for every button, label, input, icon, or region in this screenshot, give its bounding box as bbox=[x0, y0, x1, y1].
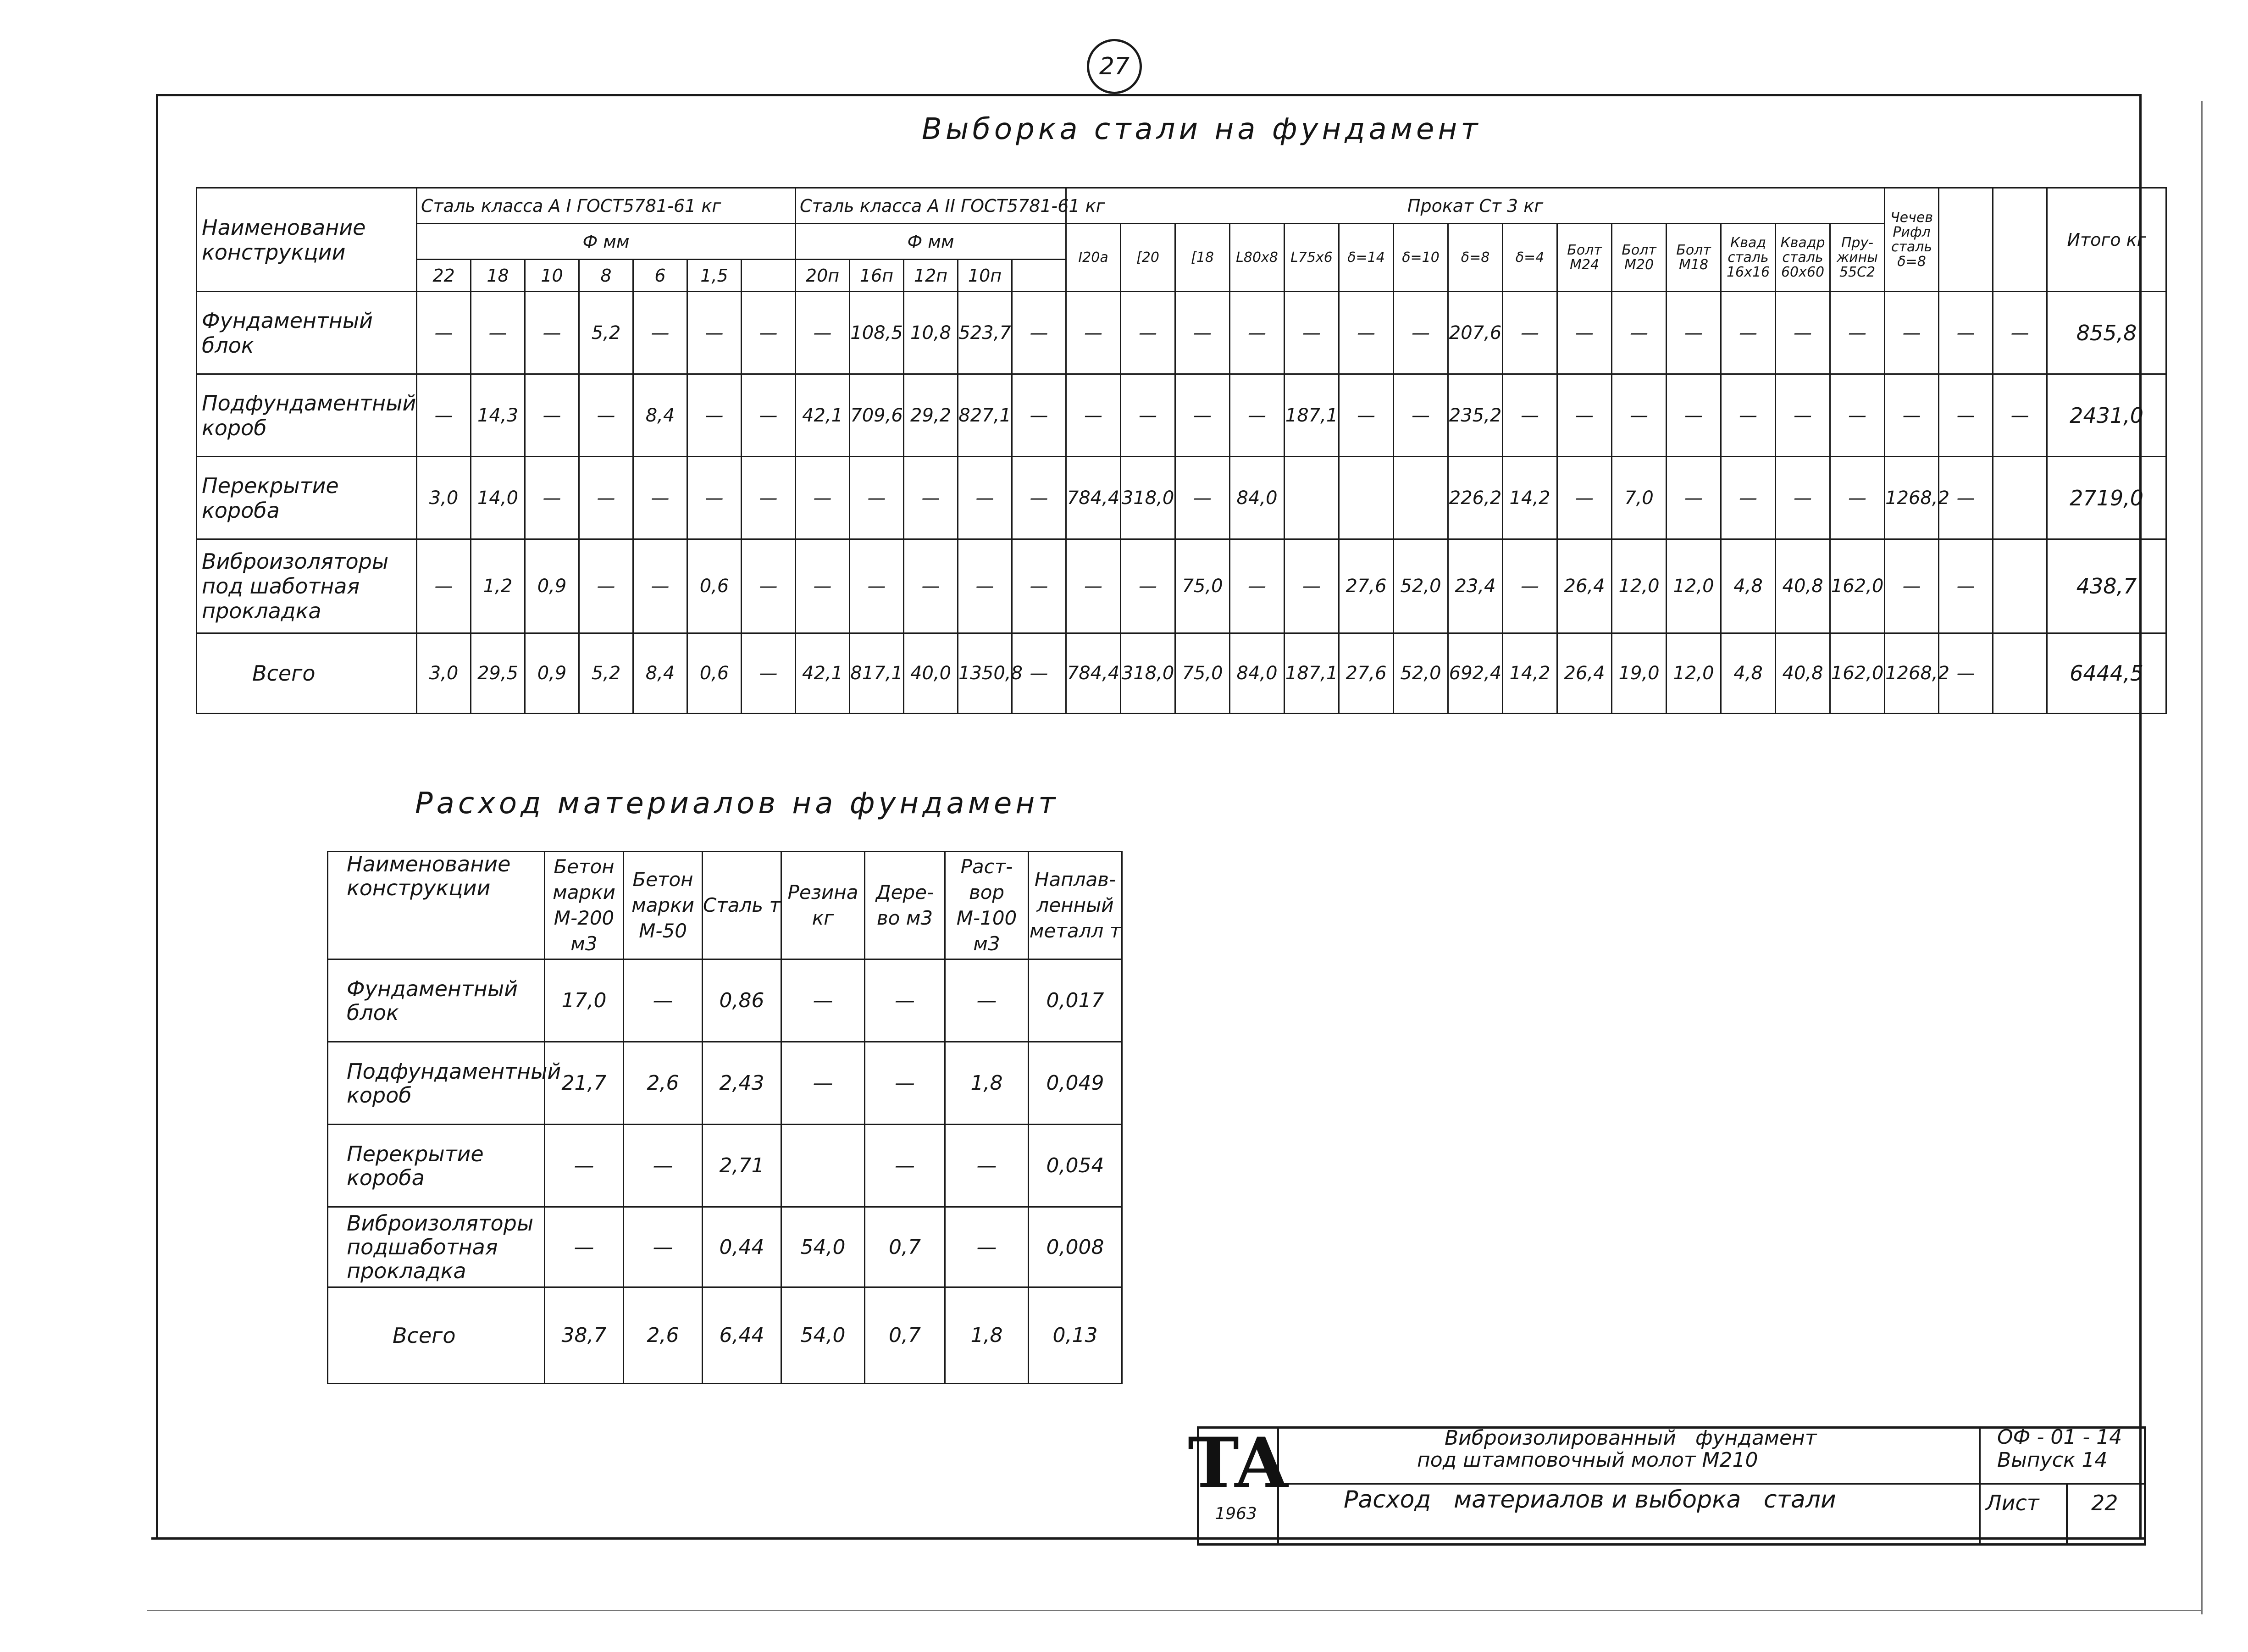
steel-header-rolled-col: Квадр сталь 60х60 bbox=[1776, 224, 1830, 292]
trim-line-bottom bbox=[147, 1610, 2201, 1611]
materials-header-c7: Наплав-ленный металл т bbox=[1029, 852, 1122, 959]
materials-cell: 0,44 bbox=[703, 1207, 781, 1287]
logo-mark: ТА bbox=[1188, 1423, 1284, 1503]
steel-header-rolled-col: Болт М18 bbox=[1667, 224, 1721, 292]
steel-cell: 14,2 bbox=[1503, 633, 1557, 714]
steel-cell: — bbox=[525, 457, 579, 539]
steel-cell: — bbox=[1776, 292, 1830, 374]
page-number: 27 bbox=[1087, 39, 1142, 94]
materials-cell: 38,7 bbox=[545, 1287, 624, 1384]
materials-cell: — bbox=[545, 1125, 624, 1207]
steel-row-name: Всего bbox=[197, 633, 417, 714]
materials-cell: — bbox=[781, 1042, 865, 1125]
steel-cell: — bbox=[1339, 374, 1394, 457]
steel-header-total: Итого кг bbox=[2047, 188, 2166, 292]
steel-cell: 10,8 bbox=[904, 292, 958, 374]
stamp-subtitle: Расход материалов и выборка стали bbox=[1344, 1486, 1836, 1513]
steel-header-a1-diam: 22 bbox=[417, 260, 471, 292]
steel-cell: — bbox=[796, 457, 850, 539]
steel-cell: — bbox=[958, 539, 1012, 633]
materials-row bbox=[328, 959, 1122, 1042]
materials-row-name: Подфундаментный короб bbox=[328, 1042, 545, 1125]
steel-cell: — bbox=[1776, 374, 1830, 457]
steel-row-total: 2431,0 bbox=[2047, 374, 2166, 457]
steel-cell: — bbox=[1667, 292, 1721, 374]
steel-cell: — bbox=[1939, 457, 1993, 539]
materials-cell: 2,71 bbox=[703, 1125, 781, 1207]
steel-header-a1-diam: 1,5 bbox=[687, 260, 742, 292]
steel-cell: — bbox=[904, 539, 958, 633]
steel-cell: 162,0 bbox=[1830, 539, 1885, 633]
steel-cell: 12,0 bbox=[1612, 539, 1667, 633]
materials-cell: — bbox=[865, 1042, 945, 1125]
steel-row-name: Перекрытие короба bbox=[197, 457, 417, 539]
steel-cell: — bbox=[1066, 292, 1121, 374]
steel-cell: — bbox=[1667, 374, 1721, 457]
steel-cell: 1,2 bbox=[471, 539, 525, 633]
steel-cell: — bbox=[1721, 292, 1776, 374]
materials-row bbox=[328, 1042, 1122, 1125]
steel-cell: 1268,2 bbox=[1885, 633, 1939, 714]
steel-cell: — bbox=[417, 374, 471, 457]
steel-cell: 709,6 bbox=[850, 374, 904, 457]
steel-cell: 12,0 bbox=[1667, 539, 1721, 633]
materials-cell: — bbox=[865, 1125, 945, 1207]
steel-cell: 318,0 bbox=[1121, 457, 1175, 539]
steel-cell: 692,4 bbox=[1448, 633, 1503, 714]
materials-cell: 2,6 bbox=[624, 1042, 703, 1125]
stamp-code: ОФ - 01 - 14 bbox=[1997, 1425, 2122, 1449]
steel-row-total: 855,8 bbox=[2047, 292, 2166, 374]
steel-header-rolled-col: [20 bbox=[1121, 224, 1175, 292]
steel-cell: 75,0 bbox=[1175, 539, 1230, 633]
materials-cell: 2,6 bbox=[624, 1287, 703, 1384]
steel-cell: — bbox=[742, 539, 796, 633]
steel-row bbox=[197, 633, 2166, 714]
steel-row-name: Подфундаментный короб bbox=[197, 374, 417, 457]
steel-cell: — bbox=[417, 539, 471, 633]
steel-cell: 4,8 bbox=[1721, 633, 1776, 714]
steel-cell: — bbox=[1012, 457, 1066, 539]
materials-table-title: Расход материалов на фундамент bbox=[415, 787, 1059, 820]
materials-cell: — bbox=[624, 1207, 703, 1287]
materials-cell: — bbox=[781, 959, 865, 1042]
steel-cell: — bbox=[796, 292, 850, 374]
steel-cell: 12,0 bbox=[1667, 633, 1721, 714]
steel-cell: — bbox=[1230, 539, 1285, 633]
steel-cell: — bbox=[1667, 457, 1721, 539]
materials-cell: 1,8 bbox=[945, 1287, 1029, 1384]
steel-header-a1-diam bbox=[742, 260, 796, 292]
steel-header-rolled-col: [18 bbox=[1175, 224, 1230, 292]
steel-header-a1-diam: 8 bbox=[579, 260, 633, 292]
steel-cell: 0,6 bbox=[687, 539, 742, 633]
steel-cell: 84,0 bbox=[1230, 457, 1285, 539]
steel-cell: — bbox=[1830, 292, 1885, 374]
steel-cell: 40,8 bbox=[1776, 539, 1830, 633]
materials-cell: 0,054 bbox=[1029, 1125, 1122, 1207]
steel-cell: — bbox=[850, 457, 904, 539]
steel-header-rolled-col: δ=4 bbox=[1503, 224, 1557, 292]
steel-cell: 14,2 bbox=[1503, 457, 1557, 539]
trim-line-right bbox=[2201, 101, 2203, 1614]
steel-cell: — bbox=[579, 457, 633, 539]
steel-cell: — bbox=[1885, 292, 1939, 374]
steel-cell: 42,1 bbox=[796, 633, 850, 714]
steel-cell: — bbox=[742, 457, 796, 539]
steel-header-group-a1: Сталь класса А I ГОСТ5781-61 кг bbox=[417, 188, 796, 224]
steel-cell: — bbox=[579, 539, 633, 633]
steel-row-total: 438,7 bbox=[2047, 539, 2166, 633]
steel-cell: 187,1 bbox=[1285, 633, 1339, 714]
materials-row-name: Виброизоляторы подшаботная прокладка bbox=[328, 1207, 545, 1287]
steel-cell: — bbox=[1939, 374, 1993, 457]
steel-cell: 7,0 bbox=[1612, 457, 1667, 539]
materials-cell: 21,7 bbox=[545, 1042, 624, 1125]
steel-cell: 784,4 bbox=[1066, 633, 1121, 714]
steel-header-rolled-col: L80х8 bbox=[1230, 224, 1285, 292]
steel-cell: — bbox=[1012, 539, 1066, 633]
steel-cell: 0,9 bbox=[525, 539, 579, 633]
steel-cell: 5,2 bbox=[579, 292, 633, 374]
steel-cell: — bbox=[1066, 539, 1121, 633]
steel-cell: — bbox=[633, 539, 687, 633]
materials-cell: 54,0 bbox=[781, 1207, 865, 1287]
steel-cell: — bbox=[1230, 292, 1285, 374]
steel-cell: — bbox=[525, 374, 579, 457]
frame-top-line bbox=[156, 94, 2142, 96]
steel-cell: — bbox=[1121, 292, 1175, 374]
steel-header-rolled-col: δ=8 bbox=[1448, 224, 1503, 292]
steel-cell: — bbox=[1121, 539, 1175, 633]
steel-cell: 318,0 bbox=[1121, 633, 1175, 714]
steel-header-a2-diam: 20п bbox=[796, 260, 850, 292]
materials-cell: 17,0 bbox=[545, 959, 624, 1042]
materials-header-name: Наименование конструкции bbox=[328, 852, 545, 959]
steel-header-group-rolled: Прокат Ст 3 кг bbox=[1066, 188, 1885, 224]
steel-table bbox=[196, 187, 2167, 714]
steel-header-cheq-blank bbox=[1939, 188, 1993, 292]
steel-cell: 75,0 bbox=[1175, 633, 1230, 714]
steel-cell: — bbox=[633, 457, 687, 539]
steel-cell: 14,0 bbox=[471, 457, 525, 539]
steel-cell: — bbox=[1993, 374, 2047, 457]
materials-header-c1: Бетон марки М-200 м3 bbox=[545, 852, 624, 959]
steel-cell: — bbox=[1394, 292, 1448, 374]
materials-cell: 2,43 bbox=[703, 1042, 781, 1125]
materials-cell: 6,44 bbox=[703, 1287, 781, 1384]
materials-row-name: Всего bbox=[328, 1287, 545, 1384]
materials-row bbox=[328, 1125, 1122, 1207]
steel-cell: 8,4 bbox=[633, 374, 687, 457]
organization-logo bbox=[1188, 1423, 1284, 1541]
steel-cell: 1268,2 bbox=[1885, 457, 1939, 539]
steel-cell: — bbox=[1503, 374, 1557, 457]
steel-row-name: Фундаментный блок bbox=[197, 292, 417, 374]
steel-cell: 784,4 bbox=[1066, 457, 1121, 539]
steel-header-a1-diam: 6 bbox=[633, 260, 687, 292]
materials-header-c4: Резина кг bbox=[781, 852, 865, 959]
steel-row-total: 6444,5 bbox=[2047, 633, 2166, 714]
materials-row-name: Фундаментный блок bbox=[328, 959, 545, 1042]
steel-cell: 3,0 bbox=[417, 457, 471, 539]
steel-cell: — bbox=[1557, 292, 1612, 374]
steel-cell: — bbox=[1175, 374, 1230, 457]
steel-cell: 108,5 bbox=[850, 292, 904, 374]
steel-cell: — bbox=[1993, 292, 2047, 374]
steel-cell: — bbox=[958, 457, 1012, 539]
steel-header-diam-a2: Ф мм bbox=[796, 224, 1066, 260]
steel-cell: — bbox=[1830, 374, 1885, 457]
steel-cell: — bbox=[1175, 292, 1230, 374]
steel-cell: 26,4 bbox=[1557, 633, 1612, 714]
steel-cell: — bbox=[687, 457, 742, 539]
steel-cell: 827,1 bbox=[958, 374, 1012, 457]
steel-cell: — bbox=[1394, 374, 1448, 457]
steel-cell: 226,2 bbox=[1448, 457, 1503, 539]
steel-cell: 19,0 bbox=[1612, 633, 1667, 714]
steel-row-total: 2719,0 bbox=[2047, 457, 2166, 539]
steel-cell: 4,8 bbox=[1721, 539, 1776, 633]
materials-cell: 0,86 bbox=[703, 959, 781, 1042]
steel-row-name: Виброизоляторы под шаботная прокладка bbox=[197, 539, 417, 633]
steel-cell: 3,0 bbox=[417, 633, 471, 714]
materials-cell: — bbox=[624, 1125, 703, 1207]
stamp-title-line2: под штамповочный молот М210 bbox=[1417, 1448, 1758, 1472]
materials-cell: 0,017 bbox=[1029, 959, 1122, 1042]
steel-cell: 27,6 bbox=[1339, 633, 1394, 714]
materials-cell: — bbox=[624, 959, 703, 1042]
steel-cell: 84,0 bbox=[1230, 633, 1285, 714]
steel-row bbox=[197, 457, 2166, 539]
steel-cell: — bbox=[1939, 539, 1993, 633]
steel-cell: — bbox=[417, 292, 471, 374]
steel-cell: 26,4 bbox=[1557, 539, 1612, 633]
steel-row bbox=[197, 292, 2166, 374]
frame-left-line bbox=[156, 94, 158, 1539]
steel-cell: — bbox=[1503, 292, 1557, 374]
steel-header-rolled-col: L75х6 bbox=[1285, 224, 1339, 292]
steel-cell: — bbox=[1012, 374, 1066, 457]
steel-cell: 27,6 bbox=[1339, 539, 1394, 633]
steel-cell: 0,6 bbox=[687, 633, 742, 714]
steel-cell: 29,2 bbox=[904, 374, 958, 457]
steel-cell: — bbox=[1339, 292, 1394, 374]
materials-header-row bbox=[328, 852, 1122, 959]
steel-header-rolled-col: Ι20а bbox=[1066, 224, 1121, 292]
stamp-year: 1963 bbox=[1215, 1504, 1257, 1523]
steel-cell bbox=[1993, 539, 2047, 633]
steel-cell: — bbox=[1885, 539, 1939, 633]
steel-cell: — bbox=[579, 374, 633, 457]
steel-cell: — bbox=[1230, 374, 1285, 457]
steel-cell: 0,9 bbox=[525, 633, 579, 714]
steel-table-title: Выборка стали на фундамент bbox=[922, 112, 1482, 146]
steel-cell: — bbox=[1885, 374, 1939, 457]
steel-cell: — bbox=[687, 374, 742, 457]
steel-header-diam-a1: Ф мм bbox=[417, 224, 796, 260]
steel-header-a2-diam: 10п bbox=[958, 260, 1012, 292]
steel-header-rolled-col: Пру-жины 55С2 bbox=[1830, 224, 1885, 292]
steel-cell: — bbox=[742, 633, 796, 714]
steel-cell: — bbox=[1066, 374, 1121, 457]
steel-cell: 40,0 bbox=[904, 633, 958, 714]
materials-header-c2: Бетон марки М-50 bbox=[624, 852, 703, 959]
steel-cell bbox=[1993, 457, 2047, 539]
steel-cell: 52,0 bbox=[1394, 539, 1448, 633]
steel-cell: 5,2 bbox=[579, 633, 633, 714]
materials-row bbox=[328, 1287, 1122, 1384]
steel-cell: — bbox=[1285, 539, 1339, 633]
steel-cell: — bbox=[471, 292, 525, 374]
steel-cell: — bbox=[1285, 292, 1339, 374]
materials-header-c6: Раст-вор М-100 м3 bbox=[945, 852, 1029, 959]
steel-cell bbox=[1993, 633, 2047, 714]
materials-cell: 0,13 bbox=[1029, 1287, 1122, 1384]
steel-cell bbox=[1339, 457, 1394, 539]
steel-cell: — bbox=[1612, 374, 1667, 457]
stamp-title-line1: Виброизолированный фундамент bbox=[1445, 1426, 1817, 1450]
stamp-sheet-number: 22 bbox=[2091, 1491, 2118, 1515]
steel-cell: 52,0 bbox=[1394, 633, 1448, 714]
steel-cell: 8,4 bbox=[633, 633, 687, 714]
steel-cell: — bbox=[1939, 292, 1993, 374]
steel-cell: 1350,8 bbox=[958, 633, 1012, 714]
steel-header-rolled-col: Болт М24 bbox=[1557, 224, 1612, 292]
steel-cell: — bbox=[742, 374, 796, 457]
steel-header-a1-diam: 10 bbox=[525, 260, 579, 292]
steel-header-rolled-col: δ=14 bbox=[1339, 224, 1394, 292]
steel-cell: 187,1 bbox=[1285, 374, 1339, 457]
steel-cell: 207,6 bbox=[1448, 292, 1503, 374]
steel-cell: — bbox=[1012, 292, 1066, 374]
materials-row bbox=[328, 1207, 1122, 1287]
materials-cell: 54,0 bbox=[781, 1287, 865, 1384]
steel-header-a1-diam: 18 bbox=[471, 260, 525, 292]
steel-cell: — bbox=[850, 539, 904, 633]
steel-row bbox=[197, 374, 2166, 457]
steel-header-a2-diam: 16п bbox=[850, 260, 904, 292]
materials-cell: 0,049 bbox=[1029, 1042, 1122, 1125]
steel-cell: — bbox=[742, 292, 796, 374]
steel-cell: — bbox=[1776, 457, 1830, 539]
materials-cell: 0,7 bbox=[865, 1287, 945, 1384]
steel-cell: — bbox=[1830, 457, 1885, 539]
steel-cell bbox=[1394, 457, 1448, 539]
steel-cell: — bbox=[1503, 539, 1557, 633]
steel-cell: 42,1 bbox=[796, 374, 850, 457]
steel-cell: — bbox=[1557, 374, 1612, 457]
steel-cell: — bbox=[796, 539, 850, 633]
steel-cell: — bbox=[1612, 292, 1667, 374]
materials-cell: 0,7 bbox=[865, 1207, 945, 1287]
materials-row-name: Перекрытие короба bbox=[328, 1125, 545, 1207]
stamp-sheet-label: Лист bbox=[1986, 1491, 2039, 1515]
steel-cell: — bbox=[687, 292, 742, 374]
materials-cell: — bbox=[545, 1207, 624, 1287]
steel-cell: — bbox=[1721, 374, 1776, 457]
steel-header-rolled-col: Болт М20 bbox=[1612, 224, 1667, 292]
steel-cell: 235,2 bbox=[1448, 374, 1503, 457]
steel-header-a2-diam bbox=[1012, 260, 1066, 292]
steel-header-rolled-col: Квад сталь 16х16 bbox=[1721, 224, 1776, 292]
steel-row bbox=[197, 539, 2166, 633]
steel-cell: 817,1 bbox=[850, 633, 904, 714]
steel-header-name: Наименование конструкции bbox=[197, 188, 417, 292]
steel-cell: — bbox=[1175, 457, 1230, 539]
steel-cell: — bbox=[1939, 633, 1993, 714]
materials-header-c5: Дере-во м3 bbox=[865, 852, 945, 959]
steel-header-blank bbox=[1993, 188, 2047, 292]
stamp-issue: Выпуск 14 bbox=[1997, 1448, 2108, 1472]
materials-cell: — bbox=[945, 959, 1029, 1042]
steel-cell: — bbox=[1012, 633, 1066, 714]
steel-cell: 40,8 bbox=[1776, 633, 1830, 714]
steel-cell: 162,0 bbox=[1830, 633, 1885, 714]
steel-cell: — bbox=[904, 457, 958, 539]
steel-header-row-2 bbox=[197, 224, 2166, 260]
materials-cell: — bbox=[865, 959, 945, 1042]
steel-cell: — bbox=[633, 292, 687, 374]
materials-table bbox=[327, 851, 1123, 1384]
steel-cell: 523,7 bbox=[958, 292, 1012, 374]
steel-cell: — bbox=[1121, 374, 1175, 457]
steel-header-a2-diam: 12п bbox=[904, 260, 958, 292]
steel-cell bbox=[1285, 457, 1339, 539]
materials-cell bbox=[781, 1125, 865, 1207]
steel-cell: 14,3 bbox=[471, 374, 525, 457]
steel-cell: 23,4 bbox=[1448, 539, 1503, 633]
steel-header-row-1 bbox=[197, 188, 2166, 224]
steel-header-group-a2: Сталь класса А II ГОСТ5781-61 кг bbox=[796, 188, 1066, 224]
steel-cell: — bbox=[525, 292, 579, 374]
steel-cell: 29,5 bbox=[471, 633, 525, 714]
materials-header-c3: Сталь т bbox=[703, 852, 781, 959]
steel-header-cheq: Чечев Рифл сталь δ=8 bbox=[1885, 188, 1939, 292]
materials-cell: — bbox=[945, 1125, 1029, 1207]
materials-cell: 0,008 bbox=[1029, 1207, 1122, 1287]
steel-cell: — bbox=[1721, 457, 1776, 539]
steel-header-rolled-col: δ=10 bbox=[1394, 224, 1448, 292]
materials-cell: — bbox=[945, 1207, 1029, 1287]
steel-cell: — bbox=[1557, 457, 1612, 539]
materials-cell: 1,8 bbox=[945, 1042, 1029, 1125]
